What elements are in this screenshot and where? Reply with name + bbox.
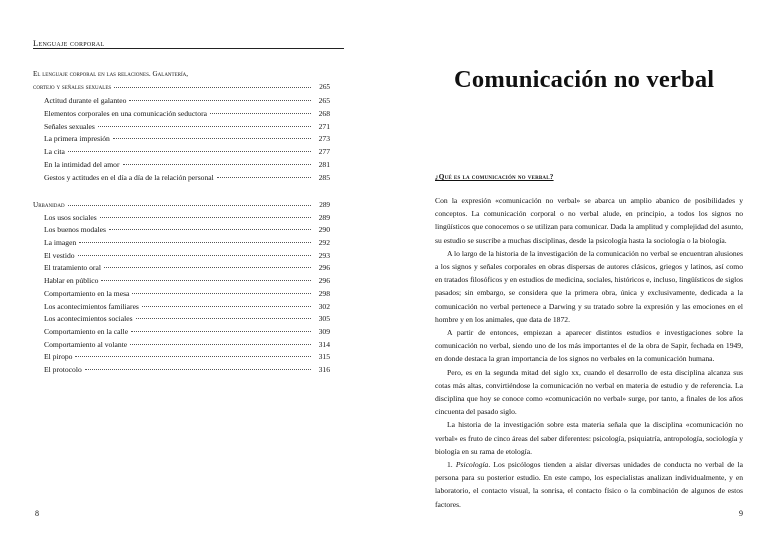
dot-leader	[104, 267, 311, 268]
toc-entry-label: La cita	[44, 147, 65, 157]
toc-entry[interactable]	[33, 250, 330, 263]
dot-leader	[129, 100, 311, 101]
toc-entry-label: Comportamiento en la mesa	[44, 288, 130, 298]
dot-leader	[113, 138, 311, 139]
toc-entry-label: En la intimidad del amor	[44, 159, 120, 169]
toc-entry-label: Actitud durante el galanteo	[44, 96, 127, 106]
dot-leader	[79, 242, 311, 243]
dot-leader	[114, 87, 311, 88]
toc-entry[interactable]	[33, 212, 330, 225]
right-page	[390, 0, 780, 549]
toc-entry[interactable]	[33, 301, 330, 314]
toc-entry[interactable]	[33, 133, 330, 146]
toc-entry[interactable]	[33, 237, 330, 250]
toc-entry-label: La imagen	[44, 238, 77, 248]
toc-section-title-row[interactable]	[33, 83, 330, 96]
dot-leader	[100, 217, 311, 218]
header-rule	[33, 48, 344, 49]
toc-entry[interactable]	[33, 108, 330, 121]
toc-section-title-line-1: El lenguaje corporal en las relaciones. Galantería,	[33, 70, 189, 78]
chapter-title: Comunicación no verbal	[454, 66, 715, 93]
toc-entry-label: Señales sexuales	[44, 121, 95, 131]
paragraph: A lo largo de la historia de la investigación de la comunicación no verbal se encuentran alusiones a los signos y señales corporales en obras dispersas de autores clásicos, griegos y latinos, así como en tratados filosóficos y en estudios de medicina, sociales, históricos e, incluso, lingüísticos de siglos pasados; sin embargo, se considera que la primera obra, única y exclusivamente, dedicada a la comunicación no verbal pertenece a Darwing y su tratado sobre la expresión y las emociones en el hombre y en los animales, que data de 1872.	[435, 248, 743, 324]
paragraph: La historia de la investigación sobre esta materia señala que la disciplina «comunicación no verbal» es fruto de cinco áreas del saber diferentes: psicología, psiquiatría, antropología, sociología y biología en su rama de etología.	[435, 420, 743, 456]
toc-entry-label: Los acontecimientos familiares	[44, 301, 139, 311]
toc-page-number: 292	[318, 238, 330, 248]
paragraph: Pero, es en la segunda mitad del siglo xx, cuando el desarrollo de esta disciplina alcanza sus cotas más altas, convirtiéndose la comunicación no verbal en materia de estudio y de referencia. La disciplina que hoy se conoce como «comunicación no verbal» surge, por tanto, a finales de los años cincuenta del pasado siglo.	[435, 367, 743, 417]
toc-page-number: 265	[319, 82, 330, 91]
toc-section-title-row[interactable]	[33, 199, 330, 212]
toc-entry-label: Los buenos modales	[44, 225, 107, 235]
toc-section-title: Urbanidad	[33, 201, 65, 209]
toc-entry-label: Los usos sociales	[44, 212, 97, 222]
dot-leader	[130, 344, 311, 345]
toc-entry-label: Hablar en público	[44, 276, 99, 286]
dot-leader	[85, 369, 311, 370]
dot-leader	[75, 356, 311, 357]
toc-page-number: 305	[318, 314, 330, 324]
toc-page-number: 309	[318, 326, 330, 336]
dot-leader	[142, 306, 311, 307]
toc-entry[interactable]	[33, 351, 330, 364]
toc-entry-label: El vestido	[44, 250, 75, 260]
toc-entry[interactable]	[33, 262, 330, 275]
section-heading: ¿Qué es la comunicación no verbal?	[435, 173, 554, 181]
toc-page-number: 281	[318, 159, 330, 169]
toc-entry-label: La primera impresión	[44, 134, 110, 144]
toc-page-number: 315	[318, 352, 330, 362]
list-number: 1.	[447, 460, 456, 470]
toc-page-number: 296	[318, 276, 330, 286]
dot-leader	[132, 293, 311, 294]
toc-entry[interactable]	[33, 339, 330, 352]
toc-section-relaciones	[33, 70, 330, 184]
dot-leader	[217, 177, 311, 178]
toc-page-number: 289	[319, 201, 330, 209]
toc-page-number: 265	[318, 96, 330, 106]
toc-page-number: 290	[318, 225, 330, 235]
toc-entry-label: Elementos corporales en una comunicación seductora	[44, 109, 207, 119]
page-number: 9	[739, 509, 743, 518]
toc-entry[interactable]	[33, 121, 330, 134]
toc-entry[interactable]	[33, 364, 330, 377]
toc-page-number: 298	[318, 288, 330, 298]
toc-page-number: 271	[318, 121, 330, 131]
toc-page-number: 314	[318, 339, 330, 349]
toc-entry-label: Gestos y actitudes en el día a día de la relación personal	[44, 172, 214, 182]
toc-entry[interactable]	[33, 313, 330, 326]
dot-leader	[123, 164, 312, 165]
toc-page-number: 302	[318, 301, 330, 311]
toc-page-number: 316	[318, 364, 330, 374]
body-text	[435, 194, 743, 511]
dot-leader	[101, 280, 311, 281]
dot-leader	[210, 113, 311, 114]
dot-leader	[136, 318, 311, 319]
dot-leader	[131, 331, 311, 332]
dot-leader	[98, 126, 311, 127]
paragraph-rest: . Los psicólogos tienden a aislar diversas unidades de conducta no verbal de la persona para su posterior estudio. En este campo, los especialistas analizan individualmente, y en laboratorio, el contacto visual, la sonrisa, el contacto físico o la combinación de algunos de estos factores.	[435, 460, 743, 509]
toc-entry-label: El piropo	[44, 352, 73, 362]
toc-entry-label: El protocolo	[44, 364, 82, 374]
toc-section-urbanidad	[33, 199, 330, 377]
toc-section-title-line	[33, 70, 330, 83]
toc-page-number: 289	[318, 212, 330, 222]
toc-page-number: 296	[318, 263, 330, 273]
toc-page-number: 273	[318, 134, 330, 144]
toc-page-number: 285	[318, 172, 330, 182]
toc-entry[interactable]	[33, 159, 330, 172]
toc-page-number: 268	[318, 109, 330, 119]
toc-entry-label: Los acontecimientos sociales	[44, 314, 133, 324]
toc-entry[interactable]	[33, 288, 330, 301]
toc-entry-label: Comportamiento en la calle	[44, 326, 129, 336]
toc-page-number: 277	[318, 147, 330, 157]
dot-leader	[109, 229, 311, 230]
dot-leader	[78, 255, 311, 256]
page-number: 8	[35, 509, 39, 518]
toc-entry[interactable]	[33, 95, 330, 108]
toc-entry[interactable]	[33, 275, 330, 288]
term-psicologia: Psicología	[455, 460, 489, 470]
toc-entry-label: El tratamiento oral	[44, 263, 101, 273]
paragraph: Con la expresión «comunicación no verbal» se abarca un amplio abanico de posibilidades y conceptos. La comunicación corporal o no verbal alude, en principio, a todos los signos no lingüísticos que conocemos o se utilizan para comunicar. Dada la amplitud y complejidad del asunto, su estudio se suscribe a muchas disciplinas, desde la psicología hasta la sociología o la biología.	[435, 196, 743, 245]
toc-entry[interactable]	[33, 224, 330, 237]
toc-page-number: 293	[318, 250, 330, 260]
running-head: Lenguaje corporal	[33, 38, 105, 48]
dot-leader	[68, 205, 311, 206]
paragraph: A partir de entonces, empiezan a aparecer distintos estudios e investigaciones sobre la comunicación no verbal, siendo uno de los más importantes el de la obra de Sapir, fechada en 1949, en donde destaca la gran importancia de los signos no verbales en la comunicación humana.	[435, 328, 743, 364]
toc-entry[interactable]	[33, 146, 330, 159]
toc-section-title-line-2: cortejo y señales sexuales	[33, 82, 112, 91]
paragraph-psicologia	[435, 458, 743, 511]
toc-entry[interactable]	[33, 172, 330, 185]
dot-leader	[68, 151, 311, 152]
toc-entry-label: Comportamiento al volante	[44, 339, 128, 349]
toc-entry[interactable]	[33, 326, 330, 339]
